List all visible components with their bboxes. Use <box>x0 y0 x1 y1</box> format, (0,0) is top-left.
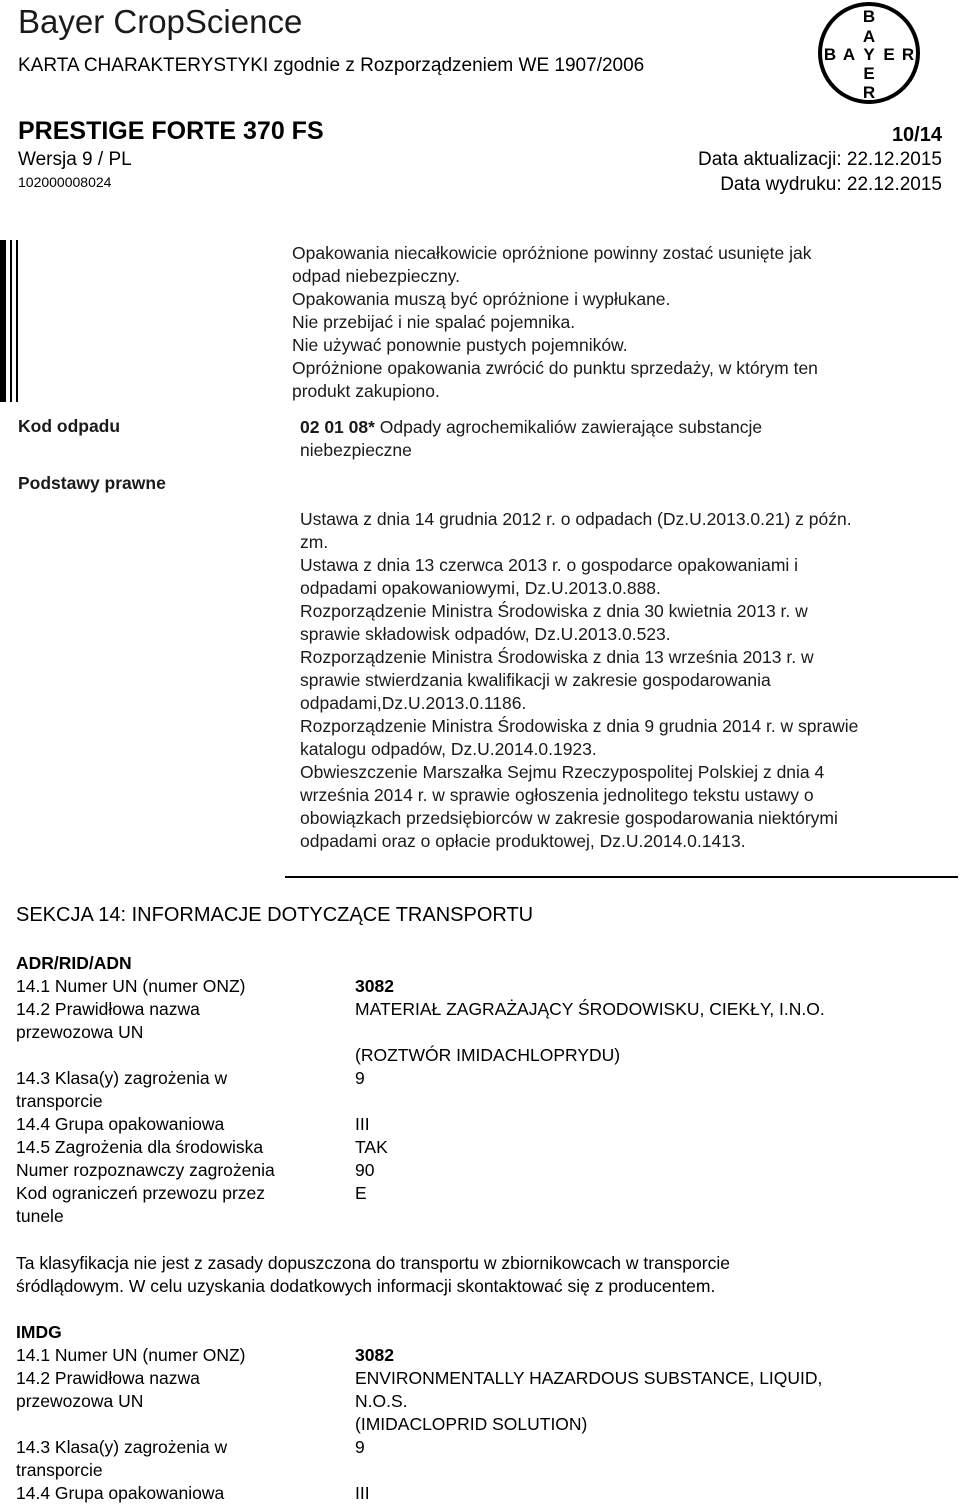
legal-line: Ustawa z dnia 13 czerwca 2013 r. o gospodarce opakowaniami i <box>300 555 799 575</box>
adr-name-value: MATERIAŁ ZAGRAŻAJĄCY ŚRODOWISKU, CIEKŁY, I.N.O. <box>355 999 825 1019</box>
adr-hazard-id-label: Numer rozpoznawczy zagrożenia <box>16 1160 275 1180</box>
revision-bar <box>16 240 18 402</box>
imdg-class-value: 9 <box>355 1437 365 1457</box>
adr-name-label: 14.2 Prawidłowa nazwa <box>16 999 200 1019</box>
logo-letter-a: A <box>862 27 876 46</box>
revision-bar <box>0 240 6 402</box>
adr-packing-group-value: III <box>355 1114 370 1134</box>
version-label: Wersja 9 / PL <box>18 149 132 170</box>
waste-code-description: Odpady agrochemikaliów zawierające substancje <box>374 417 763 437</box>
print-date: Data wydruku: 22.12.2015 <box>720 174 942 195</box>
legal-line: Obwieszczenie Marszałka Sejmu Rzeczypospolitej Polskiej z dnia 4 <box>300 762 825 782</box>
logo-letter-y: Y <box>863 45 875 64</box>
legal-line: sprawie stwierdzania kwalifikacji w zakresie gospodarowania <box>300 670 771 690</box>
adr-un-value: 3082 <box>355 976 394 996</box>
adr-name-value-cont: (ROZTWÓR IMIDACHLOPRYDU) <box>355 1045 621 1065</box>
imdg-un-label: 14.1 Numer UN (numer ONZ) <box>16 1345 246 1365</box>
section-divider <box>285 876 958 878</box>
disposal-line: Nie przebijać i nie spalać pojemnika. <box>292 312 576 332</box>
imdg-name-value: ENVIRONMENTALLY HAZARDOUS SUBSTANCE, LIQUID, <box>355 1368 823 1388</box>
logo-letter-b: B <box>862 7 876 26</box>
legal-line: Rozporządzenie Ministra Środowiska z dnia 9 grudnia 2014 r. w sprawie <box>300 716 859 736</box>
logo-letter-r: R <box>901 45 915 64</box>
imdg-packing-group-label: 14.4 Grupa opakowaniowa <box>16 1483 225 1503</box>
disposal-line: Opakowania muszą być opróżnione i wypłukane. <box>292 289 671 309</box>
imdg-packing-group-value: III <box>355 1483 370 1503</box>
legal-line: sprawie składowisk odpadów, Dz.U.2013.0.523. <box>300 624 671 644</box>
logo-letter-b2: B <box>823 45 837 64</box>
logo-letter-r2: R <box>862 83 876 102</box>
adr-class-label-cont: transporcie <box>16 1091 103 1111</box>
waste-code-description-cont: niebezpieczne <box>300 440 412 460</box>
legal-line: odpadami oraz o opłacie produktowej, Dz.U.2014.0.1413. <box>300 831 746 851</box>
document-number: 102000008024 <box>18 174 112 190</box>
legal-line: katalogu odpadów, Dz.U.2014.0.1923. <box>300 739 597 759</box>
logo-letter-e2: E <box>863 64 875 83</box>
legal-line: Rozporządzenie Ministra Środowiska z dnia 13 września 2013 r. w <box>300 647 814 667</box>
imdg-name-label-cont: przewozowa UN <box>16 1391 144 1411</box>
adr-name-label-cont: przewozowa UN <box>16 1022 144 1042</box>
product-name: PRESTIGE FORTE 370 FS <box>18 117 324 145</box>
imdg-heading: IMDG <box>16 1322 62 1342</box>
adr-packing-group-label: 14.4 Grupa opakowaniowa <box>16 1114 225 1134</box>
bayer-cross-logo <box>816 0 922 106</box>
imdg-name-value-solution: (IMIDACLOPRID SOLUTION) <box>355 1414 588 1434</box>
legal-line: odpadami opakowaniowymi, Dz.U.2013.0.888. <box>300 578 661 598</box>
imdg-un-value: 3082 <box>355 1345 394 1365</box>
logo-letter-e: E <box>883 45 895 64</box>
legal-line: zm. <box>300 532 329 552</box>
adr-tunnel-code-label-cont: tunele <box>16 1206 64 1226</box>
logo-letter-a2: A <box>842 45 856 64</box>
disposal-line: Nie używać ponownie pustych pojemników. <box>292 335 628 355</box>
adr-tunnel-code-label: Kod ograniczeń przewozu przez <box>16 1183 266 1203</box>
disposal-line: odpad niebezpieczny. <box>292 266 460 286</box>
adr-note-cont: śródlądowym. W celu uzyskania dodatkowych informacji skontaktować się z producentem. <box>16 1276 716 1296</box>
legal-line: września 2014 r. w sprawie ogłoszenia jednolitego tekstu ustawy o <box>300 785 814 805</box>
adr-class-value: 9 <box>355 1068 365 1088</box>
page-number: 10/14 <box>891 124 942 146</box>
imdg-name-label: 14.2 Prawidłowa nazwa <box>16 1368 200 1388</box>
disposal-line: produkt zakupiono. <box>292 381 440 401</box>
imdg-class-label-cont: transporcie <box>16 1460 103 1480</box>
adr-env-hazard-label: 14.5 Zagrożenia dla środowiska <box>16 1137 264 1157</box>
legal-line: obowiązkach przedsiębiorców w zakresie gospodarowania niektórymi <box>300 808 838 828</box>
disposal-line: Opakowania niecałkowicie opróżnione powinny zostać usunięte jak <box>292 243 812 263</box>
adr-note: Ta klasyfikacja nie jest z zasady dopuszczona do transportu w zbiornikowcach w transporcie <box>16 1253 730 1273</box>
legal-line: Rozporządzenie Ministra Środowiska z dnia 30 kwietnia 2013 r. w <box>300 601 808 621</box>
document-subtitle: KARTA CHARAKTERYSTYKI zgodnie z Rozporządzeniem WE 1907/2006 <box>18 55 645 76</box>
adr-class-label: 14.3 Klasa(y) zagrożenia w <box>16 1068 228 1088</box>
legal-line: odpadami,Dz.U.2013.0.1186. <box>300 693 527 713</box>
adr-un-label: 14.1 Numer UN (numer ONZ) <box>16 976 246 996</box>
waste-code: 02 01 08* <box>300 417 375 437</box>
update-date: Data aktualizacji: 22.12.2015 <box>698 149 942 170</box>
adr-hazard-id-value: 90 <box>355 1160 375 1180</box>
adr-tunnel-code-value: E <box>355 1183 367 1203</box>
imdg-name-value-cont: N.O.S. <box>355 1391 408 1411</box>
adr-heading: ADR/RID/ADN <box>16 953 132 973</box>
legal-basis-list <box>300 508 940 853</box>
adr-env-hazard-value: TAK <box>355 1137 388 1157</box>
waste-code-label: Kod odpadu <box>18 416 121 436</box>
imdg-class-label: 14.3 Klasa(y) zagrożenia w <box>16 1437 228 1457</box>
revision-bar <box>10 240 12 402</box>
legal-basis-label: Podstawy prawne <box>18 473 166 493</box>
disposal-instructions <box>292 242 932 403</box>
disposal-line: Opróżnione opakowania zwrócić do punktu sprzedaży, w którym ten <box>292 358 818 378</box>
legal-line: Ustawa z dnia 14 grudnia 2012 r. o odpadach (Dz.U.2013.0.21) z późn. <box>300 509 852 529</box>
waste-code-value <box>300 416 920 462</box>
company-name: Bayer CropScience <box>18 3 303 40</box>
section-title: SEKCJA 14: INFORMACJE DOTYCZĄCE TRANSPORTU <box>16 904 534 926</box>
